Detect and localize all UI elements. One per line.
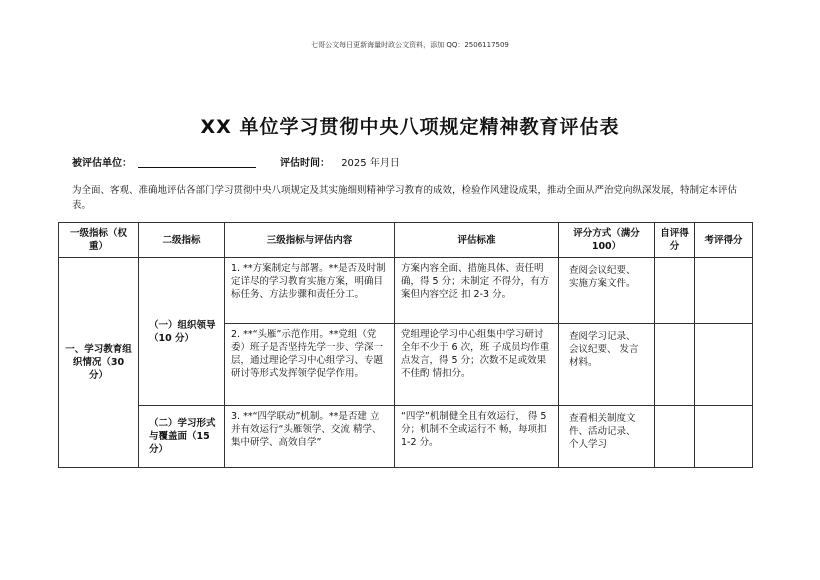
- header-note: 七哥公文每日更新海量时政公文资料，添加 QQ：2506117509: [311, 41, 509, 49]
- evaluation-table: [58, 222, 753, 468]
- content-cell: 1. **方案制定与部署。**是否及时制定详尽的学习教育实施方案，明确目标任务、方法步骤和责任分工。: [225, 258, 395, 324]
- method-cell: 查看相关制度文件、活动记录、个人学习: [559, 406, 655, 468]
- header-self-score: 自评得分: [655, 223, 695, 258]
- level2-cell: （一）组织领导（10 分）: [139, 258, 225, 406]
- self-score-cell[interactable]: [655, 406, 695, 468]
- method-cell: 查阅学习记录、会议纪要、 发言材料。: [559, 324, 655, 406]
- table-row: [59, 406, 753, 468]
- standard-cell: 党组理论学习中心组集中学习研讨全年不少于 6 次，班 子成员均作重点发言，得 5 分；次数不足或效果不佳酌 情扣分。: [395, 324, 559, 406]
- self-score-cell[interactable]: [655, 258, 695, 324]
- intro-paragraph: 为全面、客观、准确地评估各部门学习贯彻中央八项规定及其实施细则精神学习教育的成效，检验作风建设成果，推动全面从严治党向纵深发展，特制定本评估表。: [72, 185, 738, 211]
- self-score-cell[interactable]: [655, 324, 695, 406]
- eval-score-cell[interactable]: [695, 324, 753, 406]
- page-title: XX 单位学习贯彻中央八项规定精神教育评估表: [200, 116, 620, 138]
- content-cell: 3. **“四学联动”机制。**是否建 立并有效运行“头雁领学、交流 精学、集中研学、高效自学”: [225, 406, 395, 468]
- header-standard: 评估标准: [395, 223, 559, 258]
- method-cell: 查阅会议纪要、实施方案文件。: [559, 258, 655, 324]
- header-level1: 一级指标（权重）: [59, 223, 139, 258]
- standard-cell: “四学”机制健全且有效运行， 得 5 分；机制不全或运行不 畅，每项扣 1-2 分。: [395, 406, 559, 468]
- header-level3: 三级指标与评估内容: [225, 223, 395, 258]
- meta-line: [72, 154, 400, 169]
- table-row: [59, 258, 753, 324]
- time-value: 2025 年月日: [341, 158, 400, 169]
- header-eval-score: 考评得分: [695, 223, 753, 258]
- level2-cell: （二）学习形式与覆盖面（15 分）: [139, 406, 225, 468]
- time-label: 评估时间：: [280, 158, 330, 169]
- header-level2: 二级指标: [139, 223, 225, 258]
- eval-score-cell[interactable]: [695, 406, 753, 468]
- level1-cell: 一、学习教育组织情况（30 分）: [59, 258, 139, 468]
- unit-blank: [138, 157, 256, 168]
- content-cell: 2. **“头雁”示范作用。**党组（党委）班子是否坚持先学一步、学深一层，通过理论学习中心组学习、专题研讨等形式发挥领学促学作用。: [225, 324, 395, 406]
- unit-label: 被评估单位：: [72, 158, 132, 169]
- standard-cell: 方案内容全面、措施具体、责任明确，得 5 分；未制定 不得分，有方案但内容空泛 扣 2-3 分。: [395, 258, 559, 324]
- table-header-row: [59, 223, 753, 258]
- eval-score-cell[interactable]: [695, 258, 753, 324]
- header-method: 评分方式（满分 100）: [559, 223, 655, 258]
